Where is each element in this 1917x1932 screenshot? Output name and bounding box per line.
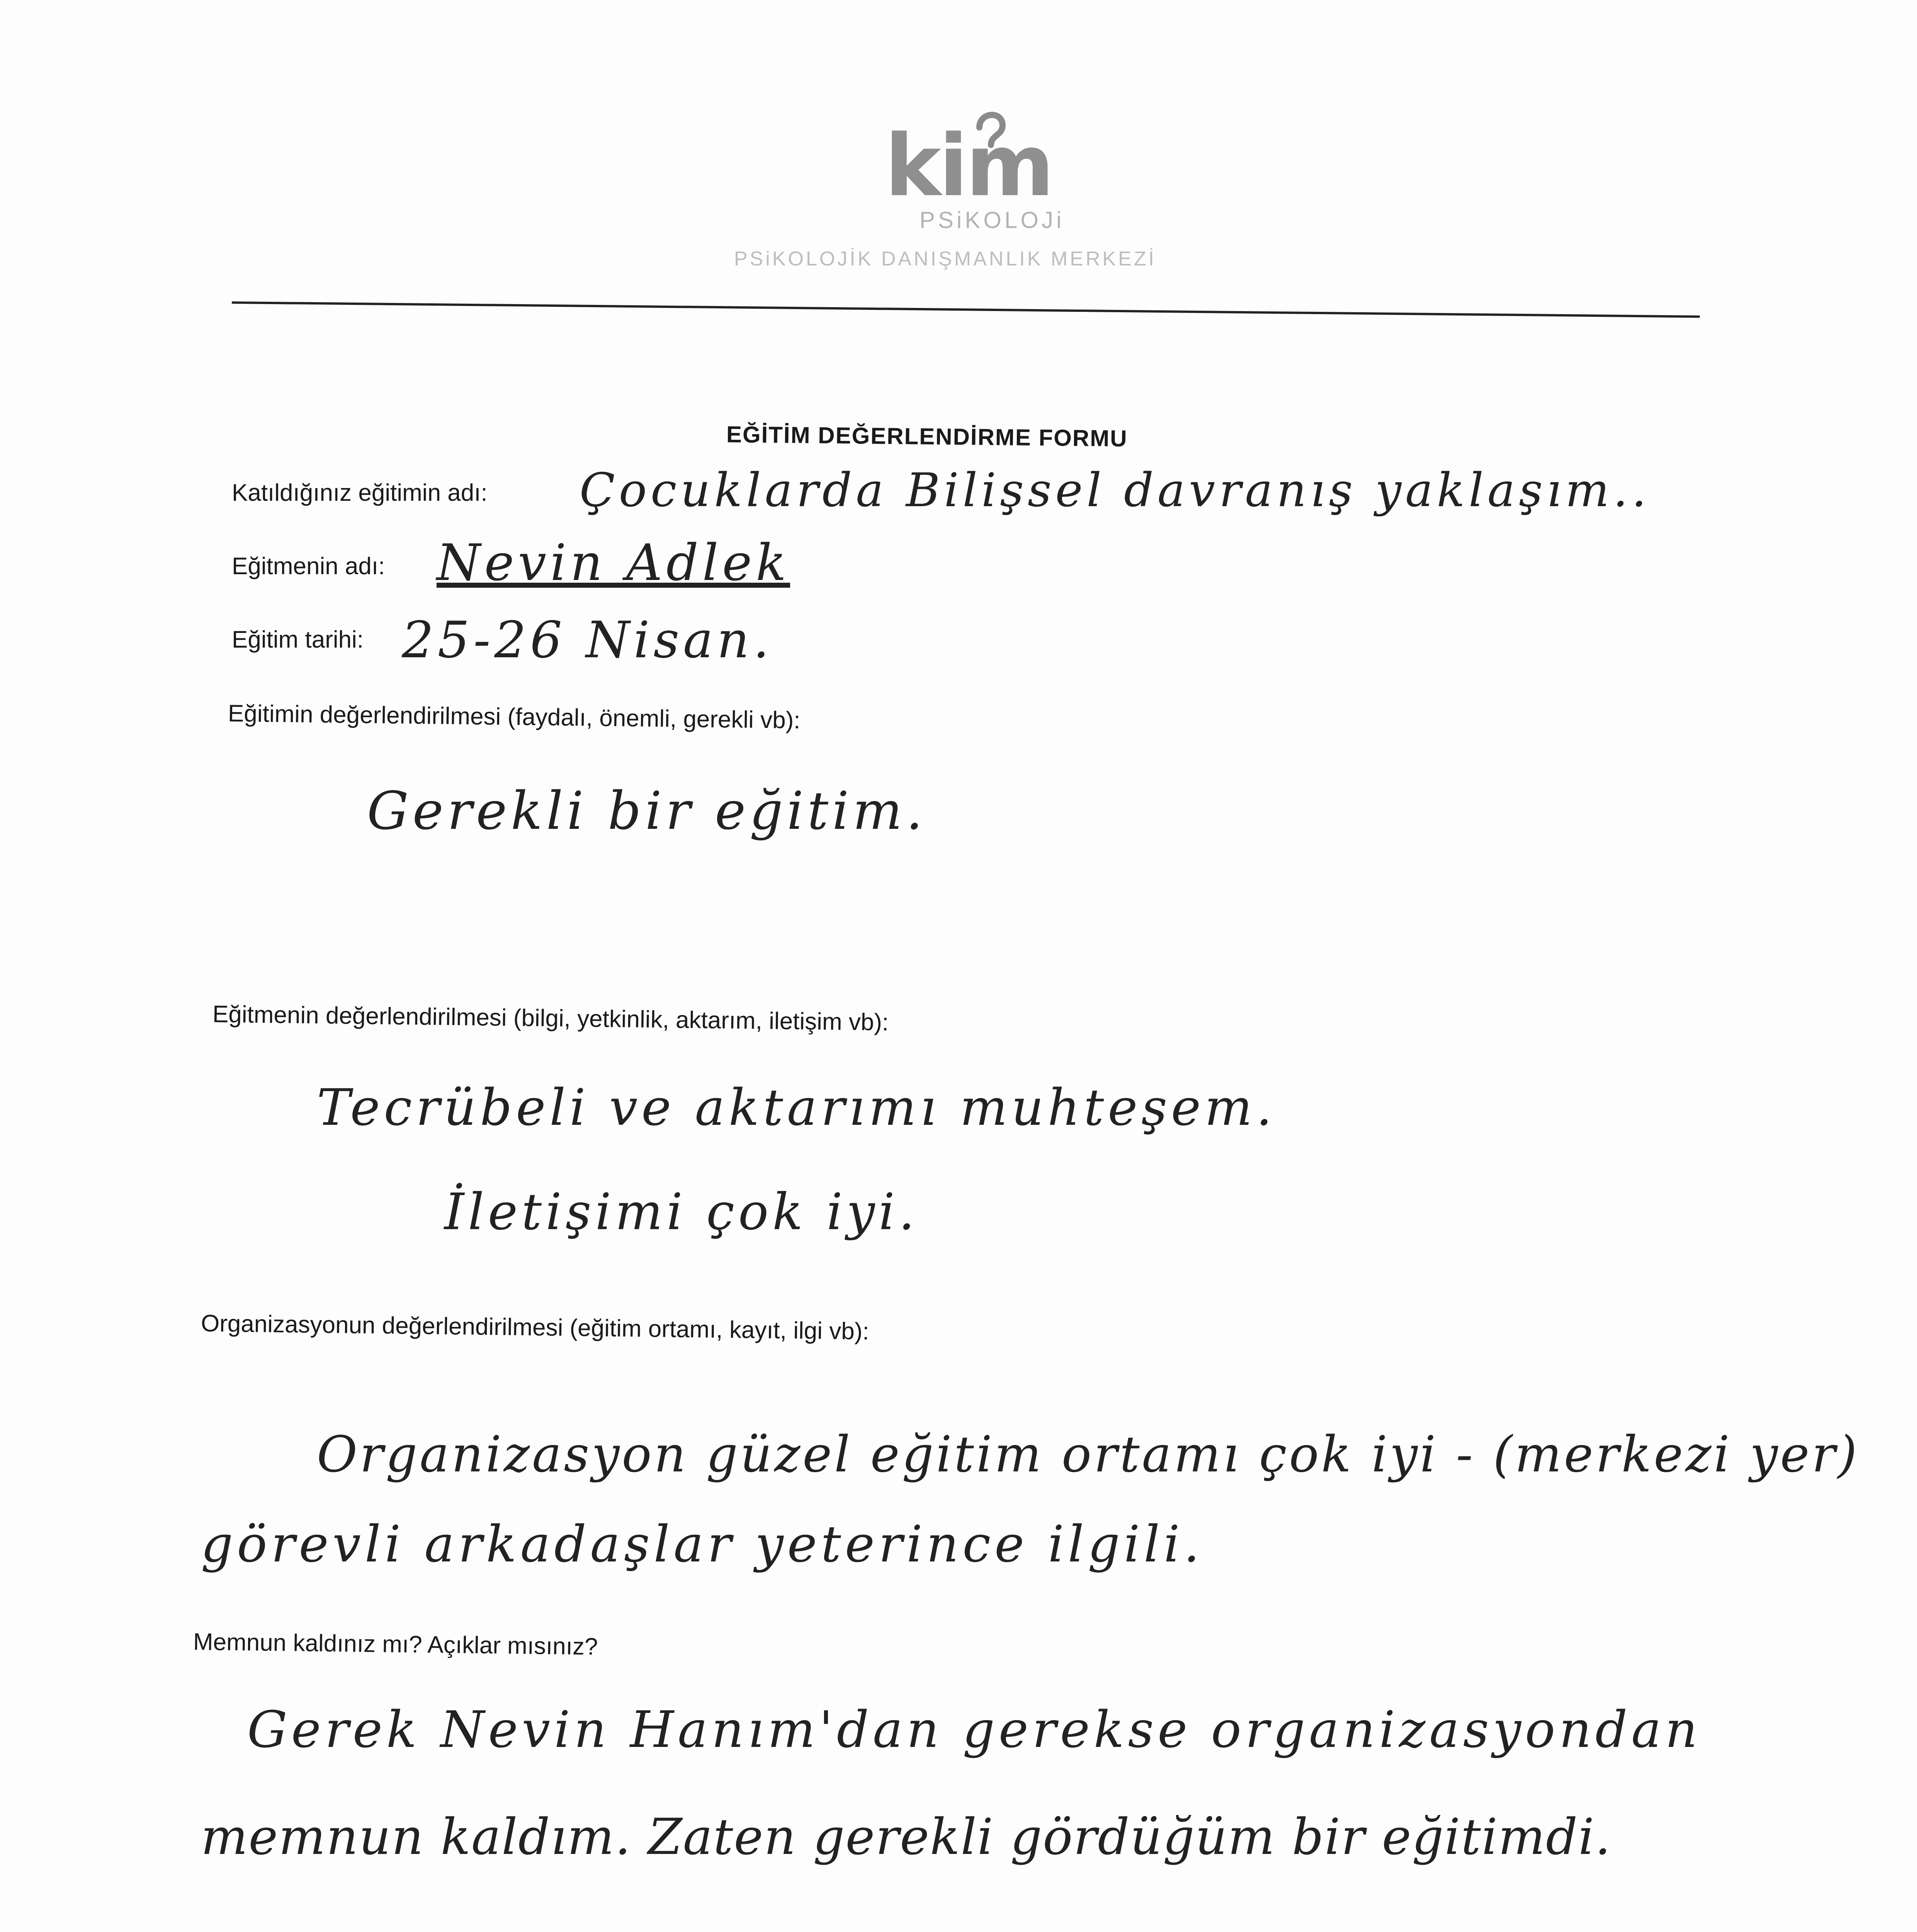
q2-answer-line-2[interactable]: İletişimi çok iyi. [444, 1182, 919, 1241]
trainer-name-label: Eğitmenin adı: [232, 553, 385, 580]
trainer-name-value[interactable]: Nevin Adlek [437, 533, 790, 592]
q4-answer-line-2[interactable]: memnun kaldım. Zaten gerekli gördüğüm bir eğitimdi. [201, 1808, 1611, 1866]
header-divider [232, 301, 1700, 318]
date-value[interactable]: 25-26 Nisan. [402, 611, 773, 669]
training-name-label: Katıldığınız eğitimin adı: [232, 480, 488, 506]
q3-answer-line-1[interactable]: Organizasyon güzel eğitim ortamı çok iyi - (merkezi yer) [317, 1426, 1859, 1483]
q3-answer-line-2[interactable]: görevli arkadaşlar yeterince ilgili. [201, 1515, 1203, 1573]
q4-answer-line-1[interactable]: Gerek Nevin Hanım'dan gerekse organizasyondan [247, 1700, 1701, 1759]
q2-answer-line-1[interactable]: Tecrübeli ve aktarımı muhteşem. [317, 1078, 1276, 1137]
logo-subtitle: PSiKOLOJi [919, 207, 1065, 233]
q1-label: Eğitimin değerlendirilmesi (faydalı, önemli, gerekli vb): [228, 700, 801, 734]
logo-tagline: PSiKOLOJİK DANIŞMANLIK MERKEZİ [734, 248, 1157, 270]
kim-logo [869, 104, 1062, 205]
q1-answer-line-1[interactable]: Gerekli bir eğitim. [367, 781, 927, 841]
q4-label: Memnun kaldınız mı? Açıklar mısınız? [193, 1628, 598, 1660]
q3-label: Organizasyonun değerlendirilmesi (eğitim ortamı, kayıt, ilgi vb): [201, 1310, 870, 1345]
form-title: EĞİTİM DEĞERLENDİRME FORMU [726, 421, 1128, 452]
training-name-value[interactable]: Çocuklarda Bilişsel davranış yaklaşım.. [580, 464, 1650, 517]
q2-label: Eğitmenin değerlendirilmesi (bilgi, yetkinlik, aktarım, iletişim vb): [212, 1001, 889, 1036]
brand-text: kim [885, 116, 1052, 205]
date-label: Eğitim tarihi: [232, 626, 364, 653]
